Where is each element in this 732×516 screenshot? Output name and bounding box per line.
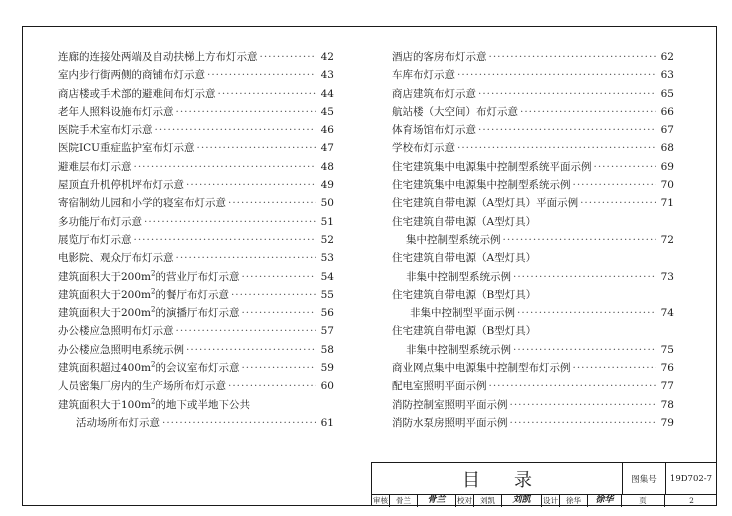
leader-dots — [162, 414, 316, 432]
leader-dots — [241, 304, 316, 322]
toc-entry — [58, 396, 334, 414]
toc-entry-title: 建筑面积大于$200m^2$的演播厅布灯示意 — [58, 305, 240, 320]
leader-dots — [573, 176, 657, 194]
toc-entry-title: 住宅建筑集中电源集中控制型系统平面示例 — [392, 160, 592, 173]
title-block-signature-row — [372, 494, 717, 507]
toc-entry — [392, 139, 674, 157]
toc-entry-page: 74 — [660, 307, 674, 320]
toc-right-column — [392, 48, 674, 432]
toc-entry-title: 非集中控制型系统示例 — [406, 343, 511, 356]
leader-dots — [218, 85, 317, 103]
toc-entry-title: 室内步行街两侧的商铺布灯示意 — [58, 69, 205, 82]
review-label: 审核 — [373, 496, 388, 505]
toc-entry-title: 车库布灯示意 — [392, 69, 455, 82]
toc-entry-title: 医院ICU重症监护室布灯示意 — [58, 142, 195, 155]
toc-entry-page: 55 — [320, 288, 334, 301]
leader-dots — [513, 341, 656, 359]
toc-entry-page: 51 — [320, 215, 334, 228]
toc-entry-page: 60 — [320, 380, 334, 393]
toc-entry-page: 61 — [320, 416, 334, 429]
toc-entry — [392, 121, 674, 139]
toc-entry-page: 72 — [660, 233, 674, 246]
leader-dots — [176, 103, 317, 121]
toc-entry — [58, 377, 334, 395]
superscript: 2 — [151, 305, 156, 314]
toc-entry-title: 建筑面积大于$200m^2$的餐厅布灯示意 — [58, 287, 229, 301]
toc-entry — [392, 414, 674, 432]
toc-entry — [392, 268, 674, 286]
superscript: 2 — [151, 397, 156, 406]
leader-dots — [489, 48, 657, 66]
toc-entry-title: 非集中控制型系统示例 — [406, 270, 511, 283]
leader-dots — [573, 359, 657, 377]
toc-entry — [392, 377, 674, 395]
toc-entry-title: 办公楼应急照明布灯示意 — [58, 325, 174, 338]
toc-entry-title: 住宅建筑自带电源（B型灯具） — [392, 325, 537, 338]
leader-dots — [260, 48, 317, 66]
leader-dots — [241, 268, 316, 286]
toc-entry-title: 人员密集厂房内的生产场所布灯示意 — [58, 380, 226, 393]
toc-entry-page: 46 — [320, 124, 334, 137]
designer-name: 徐华 — [560, 494, 588, 507]
leader-dots — [176, 249, 317, 267]
toc-entry-title: 消防控制室照明平面示例 — [392, 398, 508, 411]
toc-entry-page: 78 — [660, 398, 674, 411]
title-block-top-row — [372, 463, 717, 495]
leader-dots — [510, 414, 657, 432]
toc-entry-title: 住宅建筑自带电源（A型灯具） — [392, 215, 537, 228]
toc-entry-page: 71 — [660, 197, 674, 210]
toc-entry-title: 学校布灯示意 — [392, 142, 455, 155]
toc-entry-title: 体育场馆布灯示意 — [392, 124, 476, 137]
drawing-title — [372, 463, 622, 494]
leader-dots — [134, 158, 317, 176]
toc-entry-title: 活动场所布灯示意 — [76, 416, 160, 429]
toc-entry-page: 68 — [660, 142, 674, 155]
leader-dots — [207, 66, 316, 84]
leader-dots — [517, 304, 656, 322]
toc-left-column — [58, 48, 334, 432]
title-block — [371, 462, 717, 506]
toc-entry-title: 多功能厅布灯示意 — [58, 215, 142, 228]
toc-entry-page: 54 — [320, 270, 334, 283]
toc-entry — [58, 213, 334, 231]
leader-dots — [197, 139, 316, 157]
toc-entry — [392, 85, 674, 103]
toc-entry-page: 69 — [660, 160, 674, 173]
toc-entry — [58, 286, 334, 304]
toc-entry — [392, 341, 674, 359]
leader-dots — [513, 268, 656, 286]
toc-entry-title: 避难层布灯示意 — [58, 160, 132, 173]
toc-entry — [392, 213, 674, 231]
page-number: 2 — [689, 496, 694, 505]
toc-entry-title: 住宅建筑集中电源集中控制型系统示例 — [392, 179, 571, 192]
leader-dots — [457, 139, 656, 157]
leader-dots — [594, 158, 657, 176]
leader-dots — [457, 66, 656, 84]
toc-entry-page: 77 — [660, 380, 674, 393]
toc-entry-page: 58 — [320, 343, 334, 356]
toc-entry — [58, 139, 334, 157]
toc-entry — [58, 121, 334, 139]
toc-entry — [58, 48, 334, 66]
toc-entry — [392, 286, 674, 304]
leader-dots — [231, 286, 316, 304]
leader-dots — [186, 341, 316, 359]
toc-entry — [392, 48, 674, 66]
leader-dots — [228, 377, 316, 395]
toc-entry-title: 老年人照料设施布灯示意 — [58, 105, 174, 118]
toc-entry-title: 电影院、观众厅布灯示意 — [58, 252, 174, 265]
toc-entry — [58, 414, 334, 432]
checker-signature: 刘凯 — [502, 494, 542, 507]
toc-entry — [58, 158, 334, 176]
toc-entry-title: 建筑面积大于$200m^2$的营业厅布灯示意 — [58, 269, 240, 283]
superscript: 2 — [151, 360, 156, 369]
toc-entry-page: 65 — [660, 87, 674, 100]
toc-entry — [392, 304, 674, 322]
toc-entry — [58, 268, 334, 286]
reviewer-signature: 骨兰 — [418, 494, 456, 507]
toc-entry — [58, 359, 334, 377]
toc-entry-page: 66 — [660, 105, 674, 118]
leader-dots — [580, 194, 656, 212]
leader-dots — [478, 121, 656, 139]
leader-dots — [510, 396, 657, 414]
toc-entry — [58, 176, 334, 194]
toc-entry-page: 76 — [660, 362, 674, 375]
toc-entry-page: 75 — [660, 343, 674, 356]
leader-dots — [134, 231, 317, 249]
toc-entry-title: 商店楼或手术部的避难间布灯示意 — [58, 87, 216, 100]
toc-entry-page: 47 — [320, 142, 334, 155]
leader-dots — [489, 377, 657, 395]
title-char-1: 目 — [462, 469, 480, 491]
toc-entry-page: 59 — [320, 362, 334, 375]
toc-entry-title: 展览厅布灯示意 — [58, 233, 132, 246]
toc-entry-title: 屋顶直升机停机坪布灯示意 — [58, 179, 184, 192]
leader-dots — [503, 231, 657, 249]
title-char-2: 录 — [514, 469, 532, 491]
toc-entry — [58, 103, 334, 121]
toc-entry-page: 49 — [320, 179, 334, 192]
toc-entry-page: 52 — [320, 233, 334, 246]
toc-entry-page: 73 — [660, 270, 674, 283]
toc-entry-page: 50 — [320, 197, 334, 210]
toc-entry-title: 配电室照明平面示例 — [392, 380, 487, 393]
leader-dots — [241, 359, 316, 377]
leader-dots — [144, 213, 316, 231]
toc-entry-title: 非集中控制型平面示例 — [410, 307, 515, 320]
toc-entry-title: 医院手术室布灯示意 — [58, 124, 153, 137]
toc-entry-title: 办公楼应急照明电系统示例 — [58, 343, 184, 356]
toc-entry — [392, 359, 674, 377]
toc-entry-page: 45 — [320, 105, 334, 118]
toc-entry — [392, 249, 674, 267]
toc-entry-title: 住宅建筑自带电源（B型灯具） — [392, 288, 537, 301]
toc-entry-title: 消防水泵房照明平面示例 — [392, 416, 508, 429]
toc-entry-page: 44 — [320, 87, 334, 100]
toc-entry — [58, 194, 334, 212]
toc-entry-title: 商业网点集中电源集中控制型布灯示例 — [392, 362, 571, 375]
toc-entry — [58, 341, 334, 359]
toc-entry-page: 42 — [320, 51, 334, 63]
toc-entry — [58, 304, 334, 322]
toc-entry — [392, 194, 674, 212]
toc-entry-title: 寄宿制幼儿园和小学的寝室布灯示意 — [58, 197, 226, 210]
reviewer-name: 骨兰 — [390, 494, 418, 507]
superscript: 2 — [151, 287, 156, 296]
toc-entry-page: 57 — [320, 325, 334, 338]
toc-entry — [392, 66, 674, 84]
toc-entry — [392, 322, 674, 340]
leader-dots — [228, 194, 316, 212]
toc-entry-title: 集中控制型系统示例 — [406, 233, 501, 246]
toc-entry-title: 商店建筑布灯示意 — [392, 87, 476, 100]
toc-entry — [58, 231, 334, 249]
leader-dots — [155, 121, 317, 139]
toc-entry — [58, 66, 334, 84]
atlas-number: 19D702-7 — [669, 473, 713, 484]
toc-entry — [392, 396, 674, 414]
toc-entry-title: 住宅建筑自带电源（A型灯具） — [392, 252, 537, 265]
toc-entry-title: 连廊的连接处两端及自动扶梯上方布灯示意 — [58, 51, 258, 63]
toc-entry-title: 建筑面积超过$400m^2$的会议室布灯示意 — [58, 360, 240, 375]
atlas-number-label: 图集号 — [622, 463, 666, 494]
leader-dots — [186, 176, 316, 194]
toc-entry — [392, 103, 674, 121]
leader-dots — [520, 103, 656, 121]
toc-entry-page: 67 — [660, 124, 674, 137]
toc-entry-title: 住宅建筑自带电源（A型灯具）平面示例 — [392, 197, 579, 210]
checker-name: 刘凯 — [474, 494, 502, 507]
toc-entry-title: 航站楼（大空间）布灯示意 — [392, 105, 518, 118]
toc-entry-page: 70 — [660, 179, 674, 192]
toc-entry-page: 48 — [320, 160, 334, 173]
check-label: 校对 — [457, 496, 472, 505]
toc-entry-page: 79 — [660, 416, 674, 429]
superscript: 2 — [151, 269, 156, 278]
toc-entry — [58, 85, 334, 103]
toc-entry — [58, 249, 334, 267]
toc-entry-page: 62 — [660, 51, 674, 63]
design-label: 设计 — [543, 496, 558, 505]
toc-entry-page: 63 — [660, 69, 674, 82]
toc-entry — [392, 158, 674, 176]
leader-dots — [478, 85, 656, 103]
toc-entry — [392, 231, 674, 249]
leader-dots — [176, 322, 317, 340]
designer-signature: 徐华 — [588, 494, 622, 507]
toc-entry-title: 建筑面积大于$100m^2$的地下或半地下公共 — [58, 397, 250, 411]
toc-entry-page: 43 — [320, 69, 334, 82]
page-label: 页 — [622, 494, 665, 507]
toc-entry — [392, 176, 674, 194]
toc-entry-title: 酒店的客房布灯示意 — [392, 51, 487, 63]
toc-entry-page: 56 — [320, 307, 334, 320]
toc-entry-page: 53 — [320, 252, 334, 265]
toc-entry — [58, 322, 334, 340]
